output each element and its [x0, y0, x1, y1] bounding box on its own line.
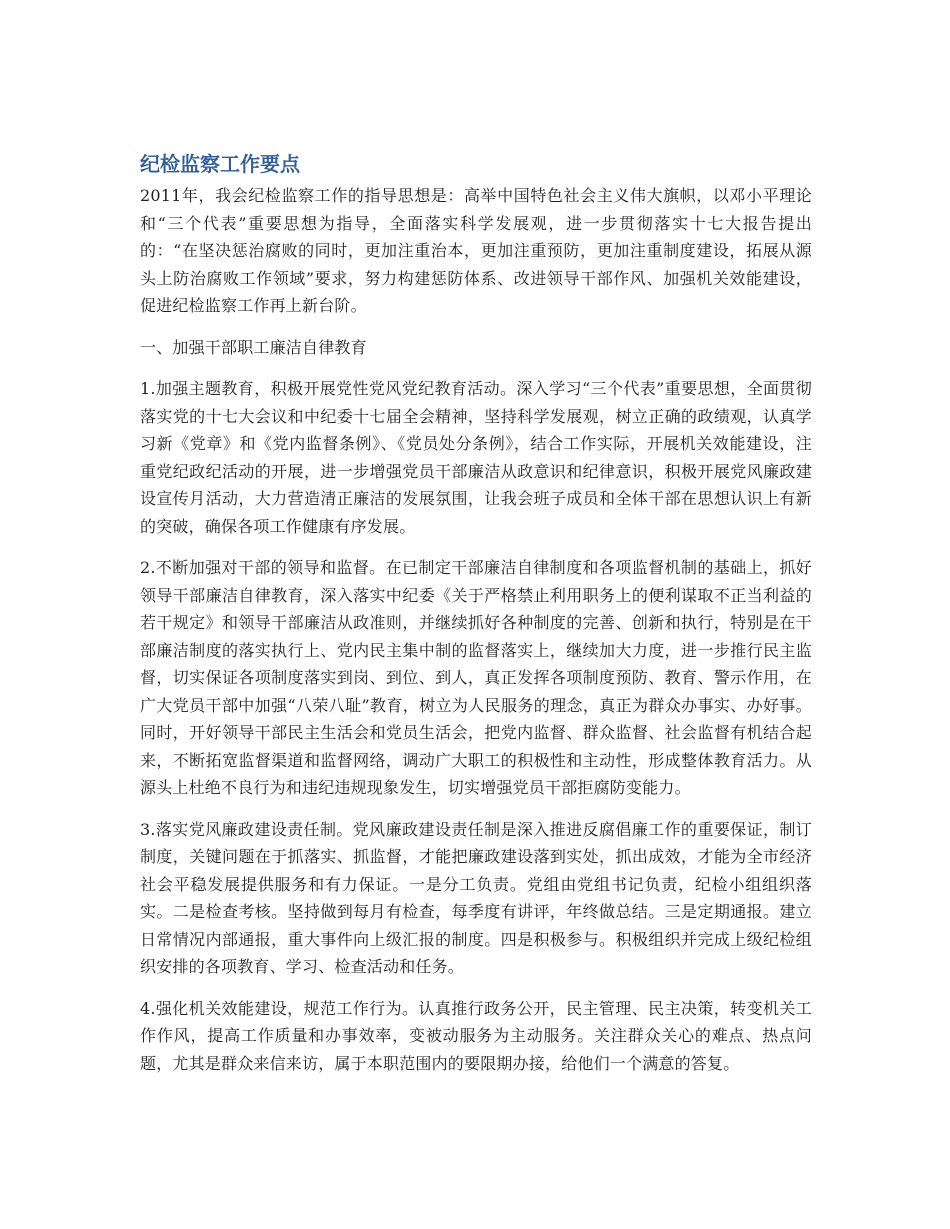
list-item-4: 4.强化机关效能建设，规范工作行为。认真推行政务公开，民主管理、民主决策，转变机关工作作风，提高工作质量和办事效率，变被动服务为主动服务。关注群众关心的难点、热点问题，尤其是群众来信来访，属于本职范围内的要限期办接，给他们一个满意的答复。	[140, 998, 812, 1073]
list-item-1: 1.加强主题教育，积极开展党性党风党纪教育活动。深入学习“三个代表”重要思想，全面贯彻落实党的十七大会议和中纪委十七届全会精神，坚持科学发展观，树立正确的政绩观，认真学习新《党章》和《党内监督条例》、《党员处分条例》，结合工作实际，开展机关效能建设，注重党纪政纪活动的开展，进一步增强党员干部廉洁从政意识和纪律意识，积极开展党风廉政建设宣传月活动，大力营造清正廉洁的发展氛围，让我会班子成员和全体干部在思想认识上有新的突破，确保各项工作健康有序发展。	[140, 379, 812, 536]
section-heading: 一、加强干部职工廉洁自律教育	[140, 337, 367, 357]
list-item-3: 3.落实党风廉政建设责任制。党风廉政建设责任制是深入推进反腐倡廉工作的重要保证，制订制度，关键问题在于抓落实、抓监督，才能把廉政建设落到实处，抓出成效，才能为全市经济社会平稳发展提供服务和有力保证。一是分工负责。党组由党组书记负责，纪检小组组织落实。二是检查考核。坚持做到每月有检查，每季度有讲评，年终做总结。三是定期通报。建立日常情况内部通报，重大事件向上级汇报的制度。四是积极参与。积极组织并完成上级纪检组织安排的各项教育、学习、检查活动和任务。	[140, 819, 812, 976]
document-title: 纪检监察工作要点	[140, 152, 300, 176]
intro-paragraph: 2011年，我会纪检监察工作的指导思想是：高举中国特色社会主义伟大旗帜，以邓小平理论和“三个代表”重要思想为指导，全面落实科学发展观，进一步贯彻落实十七大报告提出的：“在坚决惩治腐败的同时，更加注重治本，更加注重预防，更加注重制度建设，拓展从源头上防治腐败工作领域”要求，努力构建惩防体系、改进领导干部作风、加强机关效能建设，促进纪检监察工作再上新台阶。	[140, 186, 812, 315]
document-body	[140, 150, 812, 1077]
list-item-2: 2.不断加强对干部的领导和监督。在已制定干部廉洁自律制度和各项监督机制的基础上，抓好领导干部廉洁自律教育，深入落实中纪委《关于严格禁止利用职务上的便利谋取不正当利益的若干规定》和领导干部廉洁从政准则，并继续抓好各种制度的完善、创新和执行，特别是在干部廉洁制度的落实执行上、党内民主集中制的监督落实上，继续加大力度，进一步推行民主监督，切实保证各项制度落实到岗、到位、到人，真正发挥各项制度预防、教育、警示作用，在广大党员干部中加强“八荣八耻”教育，树立为人民服务的理念，真正为群众办事实、办好事。同时，开好领导干部民主生活会和党员生活会，把党内监督、群众监督、社会监督有机结合起来，不断拓宽监督渠道和监督网络，调动广大职工的积极性和主动性，形成整体教育活力。从源头上杜绝不良行为和违纪违规现象发生，切实增强党员干部拒腐防变能力。	[140, 558, 812, 797]
